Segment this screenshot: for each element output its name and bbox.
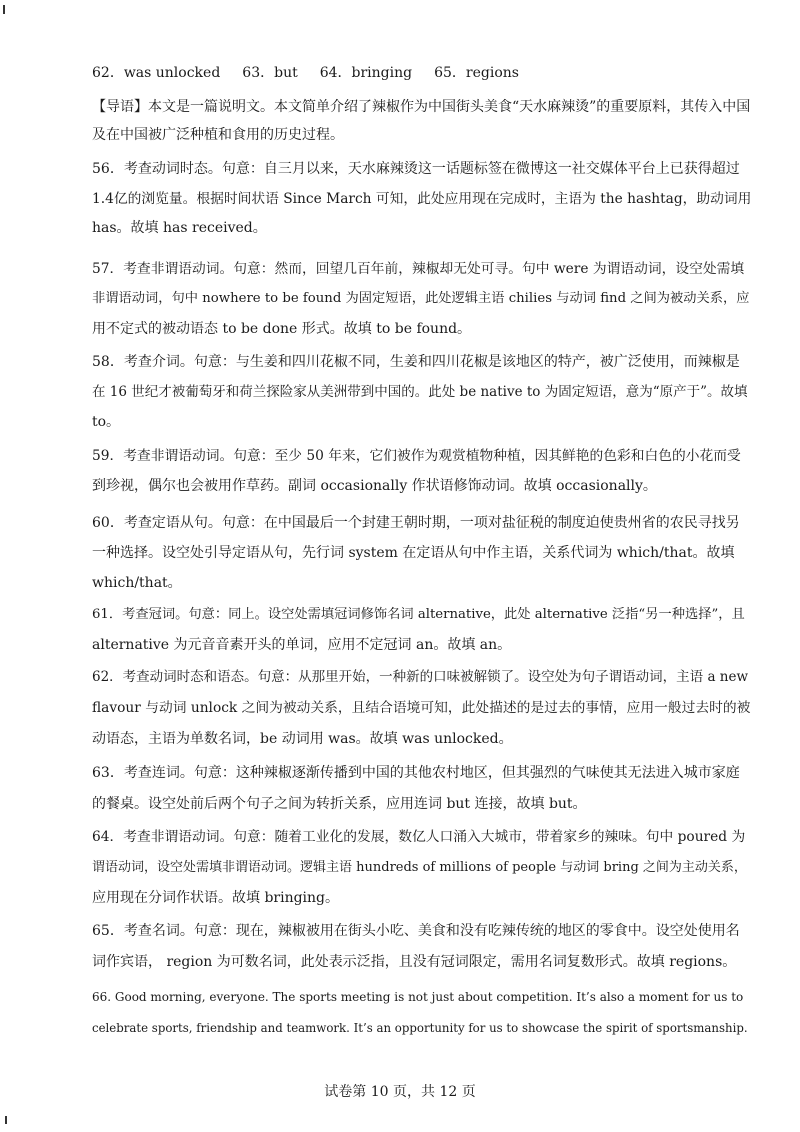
- page-footer: 试卷第 10 页，共 12 页: [324, 1084, 476, 1100]
- q62-line: 62．考查动词时态和语态。句意：从那里开始，一种新的口味被解锁了。设空处为句子谓语动词，主语 a new: [92, 669, 749, 685]
- q58-line: to。: [92, 414, 121, 430]
- q58-line: 58．考查介词。句意：与生姜和四川花椒不同，生姜和四川花椒是该地区的特产，被广泛使用，而辣椒是: [92, 354, 740, 370]
- q64-line: 64．考查非谓语动词。句意：随着工业化的发展，数亿人口涌入大城市，带着家乡的辣味。句中 poured 为: [92, 829, 746, 845]
- q57-line: 57．考查非谓语动词。句意：然而，回望几百年前，辣椒却无处可寻。句中 were 为谓语动词，设空处需填: [92, 261, 745, 277]
- q66-line: 66. Good morning, everyone. The sports meeting is not just about competition. It’s also a moment for us to: [92, 990, 744, 1004]
- q56-line: 56．考查动词时态。句意：自三月以来，天水麻辣烫这一话题标签在微博这一社交媒体平台上已获得超过: [92, 161, 740, 177]
- intro-line: 【导语】本文是一篇说明文。本文简单介绍了辣椒作为中国街头美食“天水麻辣烫”的重要原料，其传入中国: [92, 99, 751, 115]
- q61-line: alternative 为元音音素开头的单词，应用不定冠词 an。故填 an。: [92, 637, 512, 653]
- q56-line: has。故填 has received。: [92, 220, 267, 236]
- q57-line: 非谓语动词，句中 nowhere to be found 为固定短语，此处逻辑主语 chilies 与动词 find 之间为被动关系，应: [92, 291, 750, 306]
- q62-line: 动语态，主语为单数名词，be 动词用 was。故填 was unlocked。: [92, 731, 513, 747]
- q60-line: which/that。: [92, 575, 182, 591]
- q60-line: 60．考查定语从句。句意：在中国最后一个封建王朝时期，一项对盐征税的制度迫使贵州省的农民寻找另: [92, 515, 740, 531]
- answer-list: [92, 63, 752, 83]
- intro-line: 及在中国被广泛种植和食用的历史过程。: [92, 127, 344, 143]
- q65-line: 65．考查名词。句意：现在，辣椒被用在街头小吃、美食和没有吃辣传统的地区的零食中。设空处使用名: [92, 923, 740, 939]
- answer-63: 63．but: [242, 65, 298, 81]
- corner-scan-mark: [5, 1116, 7, 1124]
- q57-line: 用不定式的被动语态 to be done 形式。故填 to be found。: [92, 321, 472, 337]
- answer-65: 65．regions: [434, 65, 519, 81]
- q60-line: 一种选择。设空处引导定语从句，先行词 system 在定语从句中作主语，关系代词为 which/that。故填: [92, 545, 735, 561]
- q66-line: celebrate sports, friendship and teamwork. It’s an opportunity for us to showcase the spirit of sportsmanship.: [92, 1021, 748, 1035]
- q62-line: flavour 与动词 unlock 之间为被动关系，且结合语境可知，此处描述的是过去的事情，应用一般过去时的被: [92, 700, 751, 716]
- q56-line: 1.4亿的浏览量。根据时间状语 Since March 可知，此处应用现在完成时，主语为 the hashtag，助动词用: [92, 191, 752, 207]
- q61-line: 61．考查冠词。句意：同上。设空处需填冠词修饰名词 alternative，此处 alternative 泛指“另一种选择”，且: [92, 607, 745, 622]
- q64-line: 谓语动词，设空处需填非谓语动词。逻辑主语 hundreds of millions of people 与动词 bring 之间为主动关系，: [92, 860, 747, 875]
- q64-line: 应用现在分词作状语。故填 bringing。: [92, 890, 340, 906]
- q59-line: 59．考查非谓语动词。句意：至少 50 年来，它们被作为观赏植物种植，因其鲜艳的色彩和白色的小花而受: [92, 448, 741, 464]
- q63-line: 的餐桌。设空处前后两个句子之间为转折关系，应用连词 but 连接，故填 but。: [92, 796, 587, 812]
- corner-scan-mark: [3, 5, 5, 14]
- q58-line: 在 16 世纪才被葡萄牙和荷兰探险家从美洲带到中国的。此处 be native to 为固定短语，意为“原产于”。故填: [92, 384, 748, 400]
- answer-64: 64．bringing: [319, 65, 413, 81]
- q63-line: 63．考查连词。句意：这种辣椒逐渐传播到中国的其他农村地区，但其强烈的气味使其无法进入城市家庭: [92, 765, 740, 781]
- q59-line: 到珍视，偶尔也会被用作草药。副词 occasionally 作状语修饰动词。故填 occasionally。: [92, 478, 657, 494]
- q65-line: 词作宾语， region 为可数名词，此处表示泛指，且没有冠词限定，需用名词复数形式。故填 regions。: [92, 954, 737, 970]
- answer-62: 62．was unlocked: [92, 65, 221, 81]
